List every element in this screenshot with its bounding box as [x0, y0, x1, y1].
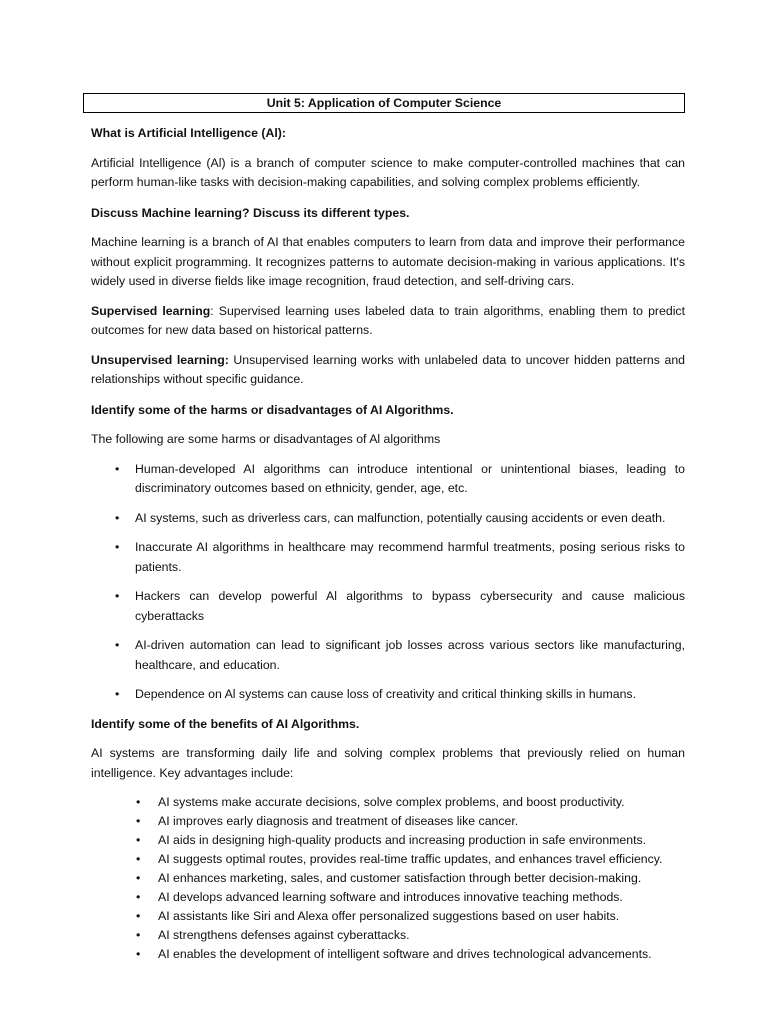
list-item: • AI aids in designing high-quality products and increasing production in safe environments.	[158, 831, 685, 850]
question-benefits-heading: Identify some of the benefits of AI Algorithms.	[91, 716, 360, 731]
answer-ml-definition: Machine learning is a branch of AI that enables computers to learn from data and improve their performance without explicit programming. It recognizes patterns to automate decision-making in various applications. It's widely used in diverse fields like image recognition, fraud detection, and self-driving cars.	[91, 235, 685, 288]
harms-list	[91, 460, 685, 705]
list-item: • AI strengthens defenses against cyberattacks.	[158, 926, 685, 945]
benefits-list	[91, 793, 685, 964]
document-content	[91, 93, 685, 964]
list-item: • Hackers can develop powerful Al algorithms to bypass cybersecurity and cause malicious cyberattacks	[135, 587, 685, 626]
unit-title: Unit 5: Application of Computer Science	[83, 93, 685, 113]
list-item: • AI improves early diagnosis and treatment of diseases like cancer.	[158, 812, 685, 831]
supervised-learning-text: : Supervised learning uses labeled data to train algorithms, enabling them to predict outcomes for new data based on historical patterns.	[91, 303, 685, 337]
list-item: • AI enhances marketing, sales, and customer satisfaction through better decision-making.	[158, 869, 685, 888]
supervised-learning-label: Supervised learning	[91, 303, 211, 318]
unsupervised-learning-text: Unsupervised learning works with unlabeled data to uncover hidden patterns and relationships without specific guidance.	[91, 352, 685, 386]
question-ml-heading: Discuss Machine learning? Discuss its different types.	[91, 205, 410, 220]
question-ai-heading: What is Artificial Intelligence (Al):	[91, 126, 286, 140]
unsupervised-learning-label: Unsupervised learning:	[91, 352, 229, 367]
list-item: • AI-driven automation can lead to significant job losses across various sectors like manufacturing, healthcare, and education.	[135, 636, 685, 675]
supervised-learning-paragraph	[91, 302, 685, 341]
list-item: • AI systems make accurate decisions, solve complex problems, and boost productivity.	[158, 793, 685, 812]
list-item: • AI systems, such as driverless cars, can malfunction, potentially causing accidents or even death.	[135, 509, 685, 529]
list-item: • AI enables the development of intelligent software and drives technological advancements.	[158, 945, 685, 964]
unsupervised-learning-paragraph	[91, 351, 685, 390]
harms-intro: The following are some harms or disadvantages of Al algorithms	[91, 432, 441, 446]
list-item: • AI suggests optimal routes, provides real-time traffic updates, and enhances travel efficiency.	[158, 850, 685, 869]
list-item: • Inaccurate AI algorithms in healthcare may recommend harmful treatments, posing serious risks to patients.	[135, 538, 685, 577]
benefits-intro: AI systems are transforming daily life and solving complex problems that previously relied on human intelligence. Key advantages include:	[91, 746, 685, 780]
question-harms-heading: Identify some of the harms or disadvantages of AI Algorithms.	[91, 402, 454, 417]
list-item: • AI develops advanced learning software and introduces innovative teaching methods.	[158, 888, 685, 907]
list-item: • Dependence on Al systems can cause loss of creativity and critical thinking skills in humans.	[135, 685, 685, 705]
list-item: • AI assistants like Siri and Alexa offer personalized suggestions based on user habits.	[158, 907, 685, 926]
answer-ai-definition: Artificial Intelligence (Al) is a branch of computer science to make computer-controlled machines that can perform human-like tasks with decision-making capabilities, and solving complex problems efficiently.	[91, 155, 685, 189]
list-item: • Human-developed AI algorithms can introduce intentional or unintentional biases, leading to discriminatory outcomes based on ethnicity, gender, age, etc.	[135, 460, 685, 499]
